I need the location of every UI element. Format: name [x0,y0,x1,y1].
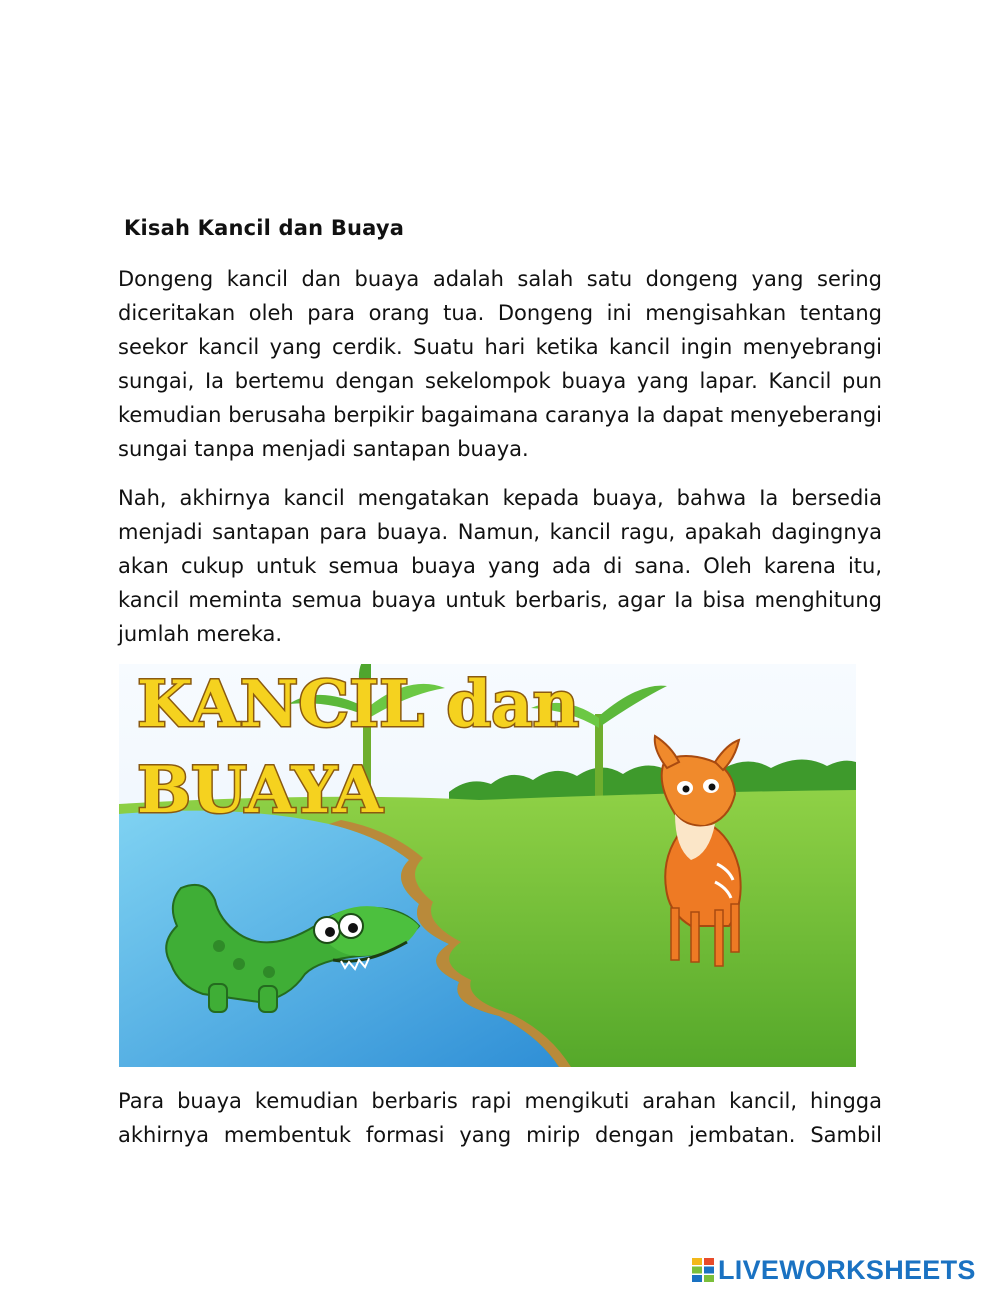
paragraph-1: Dongeng kancil dan buaya adalah salah satu dongeng yang sering diceritakan oleh para orang tua. Dongeng ini mengisahkan tentang seekor kancil yang cerdik. Suatu hari ketika kancil ingin menyebrangi sungai, Ia bertemu dengan sekelompok buaya yang lapar. Kancil pun kemudian berusaha berpikir bagaimana caranya Ia dapat menyeberangi sungai tanpa menjadi santapan buaya. [118,267,882,461]
brand-name: LIVEWORKSHEETS [718,1254,976,1285]
illustration-title-line1: KANCIL dan [137,667,580,742]
story-illustration [119,664,856,1067]
story-title: Kisah Kancil dan Buaya [124,216,405,240]
paragraph-3: Para buaya kemudian berbaris rapi mengikuti arahan kancil, hingga akhirnya membentuk formasi yang mirip dengan jembatan. Sambil [118,1089,882,1147]
liveworksheets-brand [692,1250,976,1290]
liveworksheets-logo-icon [692,1258,714,1282]
paragraph-2: Nah, akhirnya kancil mengatakan kepada buaya, bahwa Ia bersedia menjadi santapan para buaya. Namun, kancil ragu, apakah dagingnya akan cukup untuk semua buaya yang ada di sana. Oleh karena itu, kancil meminta semua buaya untuk berbaris, agar Ia bisa menghitung jumlah mereka. [118,486,882,646]
illustration-title-line2: BUAYA [137,753,383,828]
